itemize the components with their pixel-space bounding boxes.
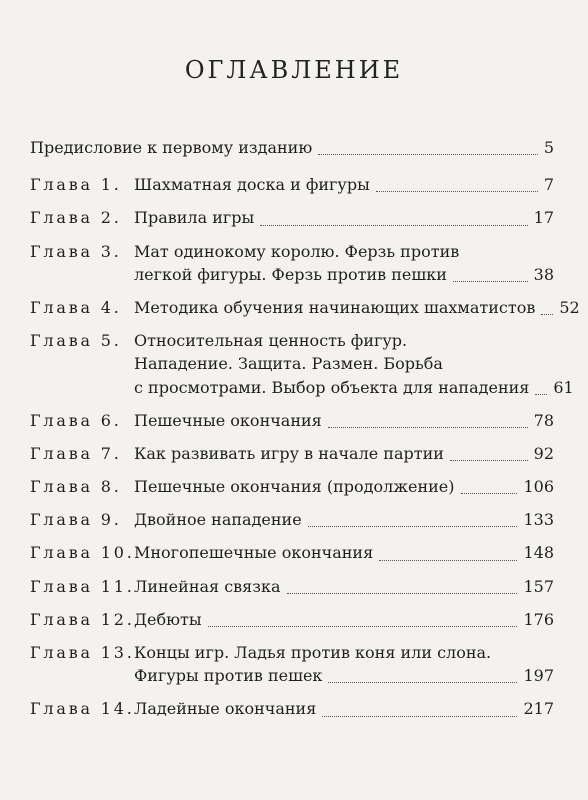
toc-title-line: Ладейные окончания — [134, 699, 317, 719]
chapter-label: Глава 1. — [30, 175, 122, 195]
dot-leader — [376, 191, 538, 192]
chapter-label: Глава 11. — [30, 576, 135, 596]
chapter-label: Глава 14. — [30, 699, 135, 719]
dot-leader — [318, 154, 538, 155]
page-number: 217 — [523, 699, 554, 719]
toc-entry-content — [134, 697, 554, 720]
dot-leader — [208, 626, 518, 627]
toc-title-line: Как развивать игру в начале партии — [134, 443, 444, 463]
toc-entry-content — [134, 206, 554, 229]
page-number: 5 — [543, 138, 554, 157]
toc-chapter-5 — [30, 329, 574, 399]
toc-entry-content — [134, 409, 554, 432]
page-number: 7 — [543, 175, 554, 195]
toc-entry-content — [134, 608, 554, 631]
dot-leader — [450, 460, 528, 461]
toc-title-line: с просмотрами. Выбор объекта для нападения — [134, 377, 530, 397]
page-number: 148 — [523, 543, 554, 563]
dot-leader — [535, 394, 547, 395]
toc-entry-content — [134, 641, 554, 687]
table-of-contents — [30, 136, 580, 731]
chapter-label: Глава 10. — [30, 543, 135, 563]
page-number: 17 — [533, 208, 554, 228]
chapter-label: Глава 3. — [30, 241, 122, 261]
chapter-label: Глава 12. — [30, 609, 135, 629]
toc-line — [134, 296, 580, 319]
chapter-label: Глава 5. — [30, 331, 122, 351]
page-number: 38 — [533, 264, 554, 284]
chapter-label: Глава 2. — [30, 208, 122, 228]
toc-line — [134, 263, 554, 286]
toc-line — [134, 409, 554, 432]
chapter-label: Глава 13. — [30, 643, 135, 662]
toc-entry-content — [134, 442, 554, 465]
page-number: 92 — [533, 443, 554, 463]
toc-entry-content — [134, 508, 554, 531]
toc-chapter-10 — [30, 541, 554, 564]
toc-title-line: Концы игр. Ладья против коня или слона. — [134, 643, 492, 662]
dot-leader — [287, 593, 518, 594]
toc-entry-content — [134, 575, 554, 598]
toc-title-line: Нападение. Защита. Размен. Борьба — [134, 354, 443, 374]
toc-line — [134, 664, 554, 687]
toc-chapter-12 — [30, 608, 554, 631]
page-number: 133 — [523, 510, 554, 530]
toc-title-line: Дебюты — [134, 609, 202, 629]
toc-line — [134, 475, 554, 498]
page-number: 176 — [523, 609, 554, 629]
toc-title-line: Пешечные окончания (продолжение) — [134, 477, 455, 497]
page-title: ОГЛАВЛЕНИЕ — [184, 56, 404, 84]
page-number: 78 — [533, 410, 554, 430]
chapter-label: Глава 6. — [30, 410, 122, 430]
toc-preface — [30, 136, 554, 159]
page-number: 157 — [523, 576, 554, 596]
toc-title-line: Двойное нападение — [134, 510, 302, 530]
toc-title-line: Пешечные окончания — [134, 410, 322, 430]
toc-chapter-14 — [30, 697, 554, 720]
page-number: 106 — [523, 477, 554, 497]
toc-title-line: Мат одинокому королю. Ферзь против — [134, 241, 460, 261]
dot-leader — [328, 682, 517, 683]
dot-leader — [379, 560, 517, 561]
toc-entry-content — [134, 296, 580, 319]
toc-line — [134, 608, 554, 631]
toc-title-line: Шахматная доска и фигуры — [134, 175, 370, 195]
toc-entry-content — [134, 541, 554, 564]
toc-chapter-8 — [30, 475, 554, 498]
toc-title-line: Фигуры против пешек — [134, 666, 323, 686]
toc-line — [134, 442, 554, 465]
toc-chapter-4 — [30, 296, 580, 319]
dot-leader — [308, 526, 518, 527]
toc-line — [134, 508, 554, 531]
toc-chapter-2 — [30, 206, 554, 229]
dot-leader — [453, 281, 528, 282]
toc-title-line: Предисловие к первому изданию — [30, 138, 313, 157]
toc-entry-content — [134, 173, 554, 196]
page-number: 61 — [553, 377, 574, 397]
chapter-label: Глава 4. — [30, 297, 122, 317]
toc-title-line: Методика обучения начинающих шахматистов — [134, 297, 536, 317]
page-number: 52 — [559, 297, 580, 317]
toc-line — [134, 376, 574, 399]
toc-title-line: Многопешечные окончания — [134, 543, 374, 563]
toc-line — [134, 173, 554, 196]
dot-leader — [322, 716, 517, 717]
dot-leader — [328, 427, 528, 428]
dot-leader — [461, 493, 518, 494]
toc-chapter-1 — [30, 173, 554, 196]
page-number: 197 — [523, 666, 554, 686]
chapter-label: Глава 9. — [30, 510, 122, 530]
toc-title-line: Правила игры — [134, 208, 255, 228]
toc-line — [30, 136, 554, 159]
toc-entry-content — [134, 329, 574, 399]
toc-chapter-7 — [30, 442, 554, 465]
toc-title-line: Линейная связка — [134, 576, 281, 596]
toc-entry-content — [134, 475, 554, 498]
dot-leader — [541, 314, 553, 315]
toc-chapter-11 — [30, 575, 554, 598]
toc-chapter-3 — [30, 240, 554, 286]
dot-leader — [260, 225, 527, 226]
toc-line — [134, 541, 554, 564]
toc-title-line: Относительная ценность фигур. — [134, 331, 408, 351]
toc-title-line: легкой фигуры. Ферзь против пешки — [134, 264, 447, 284]
toc-chapter-13 — [30, 641, 554, 687]
toc-entry-content — [134, 240, 554, 286]
toc-entry-content — [30, 136, 554, 159]
toc-chapter-9 — [30, 508, 554, 531]
toc-line — [134, 206, 554, 229]
chapter-label: Глава 7. — [30, 443, 122, 463]
chapter-label: Глава 8. — [30, 477, 122, 497]
toc-line — [134, 697, 554, 720]
toc-line — [134, 575, 554, 598]
toc-chapter-6 — [30, 409, 554, 432]
